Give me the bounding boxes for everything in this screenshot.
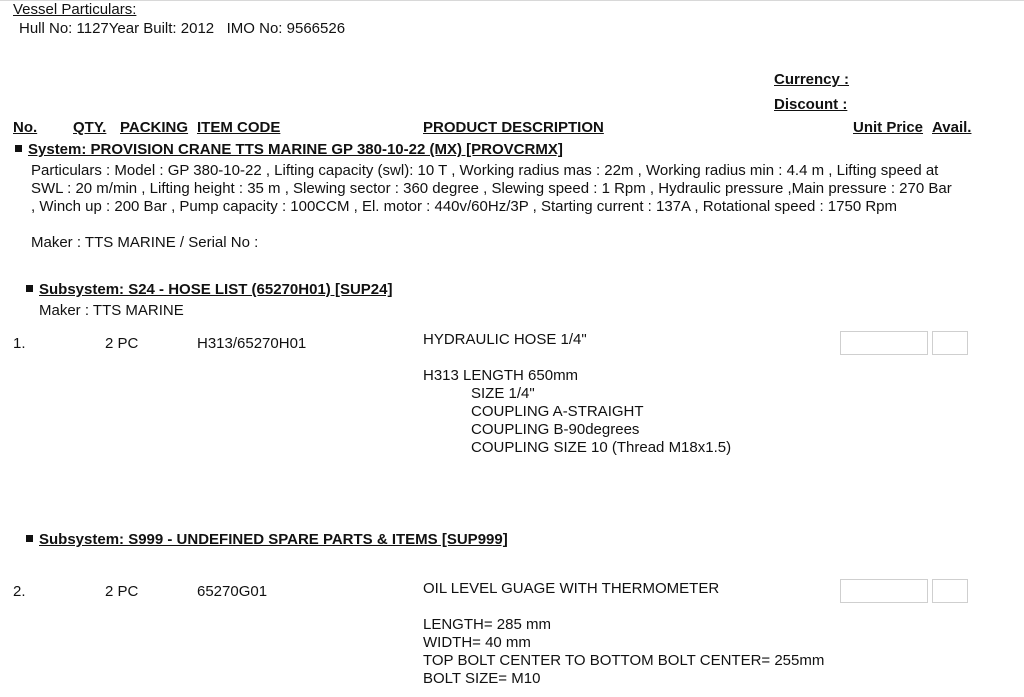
item-name: OIL LEVEL GUAGE WITH THERMOMETER [423,580,720,597]
col-header-avail: Avail. [932,119,972,136]
col-header-no: No. [13,119,38,136]
subsystem-title: Subsystem: S24 - HOSE LIST (65270H01) [SUP24] [39,281,393,298]
col-header-unit-price: Unit Price [853,119,924,136]
col-header-item-code: ITEM CODE [197,119,281,136]
vessel-particulars-heading: Vessel Particulars: [13,1,137,18]
item-code: 65270G01 [197,583,268,600]
item-detail: LENGTH= 285 mm [423,616,551,633]
item-description [423,580,836,688]
item-no: 2. [13,583,26,600]
item-detail: COUPLING SIZE 10 (Thread M18x1.5) [471,439,732,456]
bullet-icon [26,535,33,542]
unit-price-input[interactable] [840,331,928,355]
item-qty: 2 PC [105,583,139,600]
avail-input[interactable] [932,331,968,355]
col-header-qty: QTY. [73,119,107,136]
subsystem-row [26,531,508,549]
system-row [15,141,563,159]
col-header-packing: PACKING [120,119,189,136]
hull-info: Hull No: 1127Year Built: 2012 IMO No: 9566526 [19,20,346,37]
bullet-icon [26,285,33,292]
bullet-icon [15,145,22,152]
item-detail: H313 LENGTH 650mm [423,367,579,384]
unit-price-input[interactable] [840,579,928,603]
item-qty: 2 PC [105,335,139,352]
top-border [0,0,1024,5]
item-detail: SIZE 1/4" [471,385,535,402]
item-no: 1. [13,335,26,352]
subsystem-row [26,281,392,299]
item-detail: COUPLING A-STRAIGHT [471,403,644,420]
discount-label: Discount : [774,96,848,113]
subsystem-title: Subsystem: S999 - UNDEFINED SPARE PARTS & ITEMS [SUP999] [39,531,508,548]
item-detail: COUPLING B-90degrees [471,421,640,438]
col-header-product-description: PRODUCT DESCRIPTION [423,119,604,136]
item-detail: WIDTH= 40 mm [423,634,531,651]
system-title: System: PROVISION CRANE TTS MARINE GP 380-10-22 (MX) [PROVCRMX] [28,141,563,158]
system-particulars: Particulars : Model : GP 380-10-22 , Lifting capacity (swl): 10 T , Working radius mas : 22m , Working radius min : 4.4 m , Lifting speed at SWL : 20 m/min , Lifting height : 35 m , Slewing sector : 360 degree , Slewing speed : 1 Rpm , Hydraulic pressure ,Main pressure : 270 Bar , Winch up : 200 Bar , Pump capacity : 100CCM , El. motor : 440v/60Hz/3P , Starting current : 137A , Rotational speed : 1750 Rpm [31,162,952,215]
system-maker: Maker : TTS MARINE / Serial No : [31,234,259,251]
item-name: HYDRAULIC HOSE 1/4" [423,331,587,348]
currency-label: Currency : [774,71,850,88]
item-detail: TOP BOLT CENTER TO BOTTOM BOLT CENTER= 255mm [423,652,825,669]
subsystem-maker: Maker : TTS MARINE [39,302,184,319]
item-description [423,331,731,457]
item-code: H313/65270H01 [197,335,307,352]
avail-input[interactable] [932,579,968,603]
item-detail: BOLT SIZE= M10 [423,670,541,687]
